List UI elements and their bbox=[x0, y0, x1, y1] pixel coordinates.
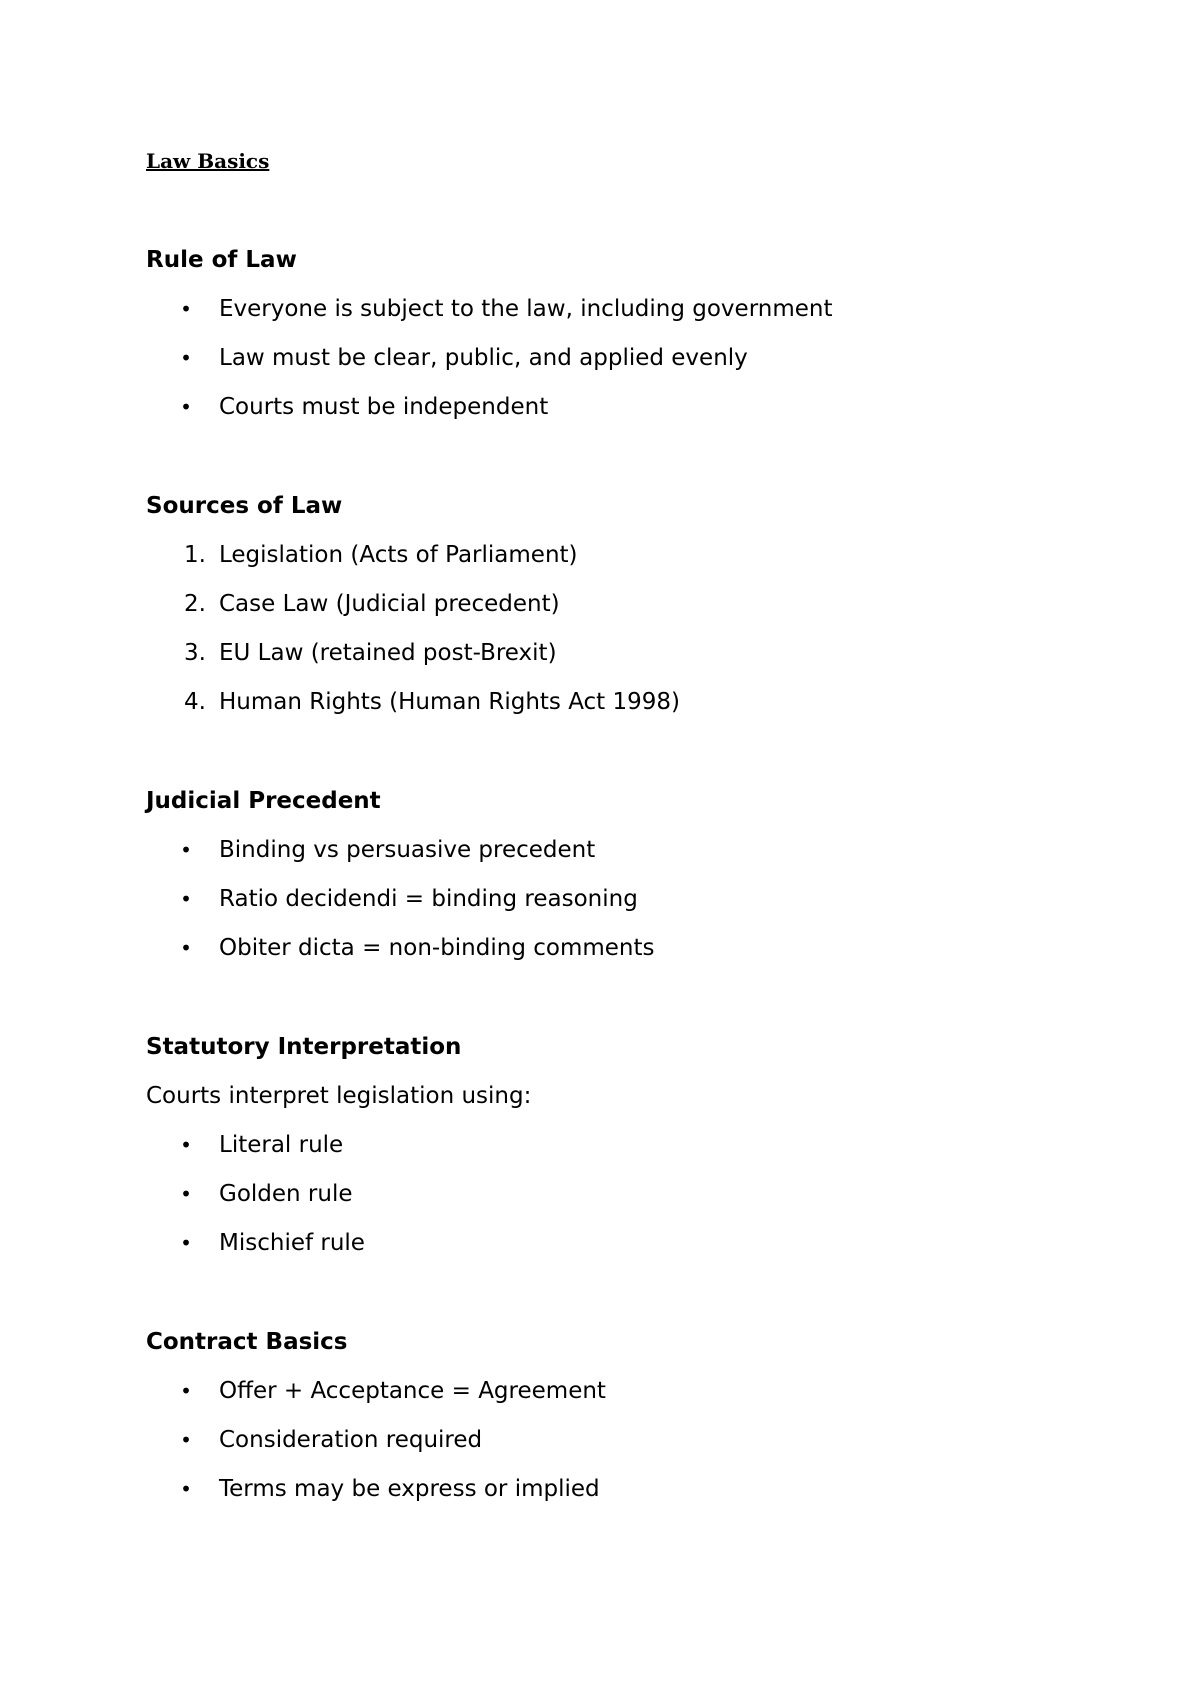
document-body bbox=[146, 236, 1106, 1514]
list-item-text: Obiter dicta = non-binding comments bbox=[219, 935, 655, 961]
section-contract-basics bbox=[146, 1318, 1106, 1514]
section-judicial-precedent bbox=[146, 777, 1106, 973]
section-heading: Judicial Precedent bbox=[146, 788, 381, 814]
list-item-text: EU Law (retained post-Brexit) bbox=[219, 640, 557, 666]
list-number: 1. bbox=[184, 542, 206, 568]
bullet-list bbox=[146, 285, 1106, 432]
list-item-text: Literal rule bbox=[219, 1132, 344, 1158]
list-item-text: Golden rule bbox=[219, 1181, 353, 1207]
list-item-text: Mischief rule bbox=[219, 1230, 365, 1256]
bullet-icon: • bbox=[180, 1477, 192, 1501]
bullet-icon: • bbox=[180, 936, 192, 960]
list-item bbox=[146, 1416, 1106, 1465]
section-heading: Sources of Law bbox=[146, 493, 343, 519]
section-sources-of-law bbox=[146, 482, 1106, 727]
section-heading: Rule of Law bbox=[146, 247, 297, 273]
bullet-icon: • bbox=[180, 346, 192, 370]
bullet-icon: • bbox=[180, 1379, 192, 1403]
bullet-icon: • bbox=[180, 1231, 192, 1255]
list-item-text: Binding vs persuasive precedent bbox=[219, 837, 596, 863]
section-intro: Courts interpret legislation using: bbox=[146, 1083, 532, 1109]
list-item-text: Consideration required bbox=[219, 1427, 483, 1453]
document-page bbox=[146, 140, 1106, 1564]
section-heading: Statutory Interpretation bbox=[146, 1034, 462, 1060]
list-item-text: Offer + Acceptance = Agreement bbox=[219, 1378, 606, 1404]
numbered-list bbox=[146, 531, 1106, 727]
bullet-icon: • bbox=[180, 887, 192, 911]
list-item bbox=[146, 1465, 1106, 1514]
list-item bbox=[146, 924, 1106, 973]
bullet-icon: • bbox=[180, 1133, 192, 1157]
list-item-text: Courts must be independent bbox=[219, 394, 549, 420]
list-item-text: Terms may be express or implied bbox=[219, 1476, 600, 1502]
document-title: Law Basics bbox=[146, 149, 270, 173]
list-item bbox=[146, 1121, 1106, 1170]
list-item-text: Law must be clear, public, and applied evenly bbox=[219, 345, 748, 371]
list-item bbox=[146, 875, 1106, 924]
list-number: 2. bbox=[184, 591, 206, 617]
list-item bbox=[146, 629, 1106, 678]
list-number: 4. bbox=[184, 689, 206, 715]
list-item-text: Human Rights (Human Rights Act 1998) bbox=[219, 689, 681, 715]
list-item bbox=[146, 1170, 1106, 1219]
list-item-text: Everyone is subject to the law, including government bbox=[219, 296, 833, 322]
bullet-icon: • bbox=[180, 297, 192, 321]
bullet-list bbox=[146, 1367, 1106, 1514]
bullet-icon: • bbox=[180, 1428, 192, 1452]
list-item bbox=[146, 334, 1106, 383]
bullet-icon: • bbox=[180, 838, 192, 862]
list-item bbox=[146, 531, 1106, 580]
bullet-icon: • bbox=[180, 1182, 192, 1206]
section-statutory-interpretation bbox=[146, 1023, 1106, 1268]
section-heading: Contract Basics bbox=[146, 1329, 348, 1355]
list-item bbox=[146, 1219, 1106, 1268]
list-item-text: Legislation (Acts of Parliament) bbox=[219, 542, 578, 568]
list-item-text: Ratio decidendi = binding reasoning bbox=[219, 886, 638, 912]
list-item bbox=[146, 678, 1106, 727]
list-item-text: Case Law (Judicial precedent) bbox=[219, 591, 560, 617]
list-item bbox=[146, 580, 1106, 629]
bullet-list bbox=[146, 826, 1106, 973]
bullet-list bbox=[146, 1121, 1106, 1268]
list-item bbox=[146, 383, 1106, 432]
list-item bbox=[146, 1367, 1106, 1416]
list-item bbox=[146, 285, 1106, 334]
list-item bbox=[146, 826, 1106, 875]
list-number: 3. bbox=[184, 640, 206, 666]
section-rule-of-law bbox=[146, 236, 1106, 432]
bullet-icon: • bbox=[180, 395, 192, 419]
